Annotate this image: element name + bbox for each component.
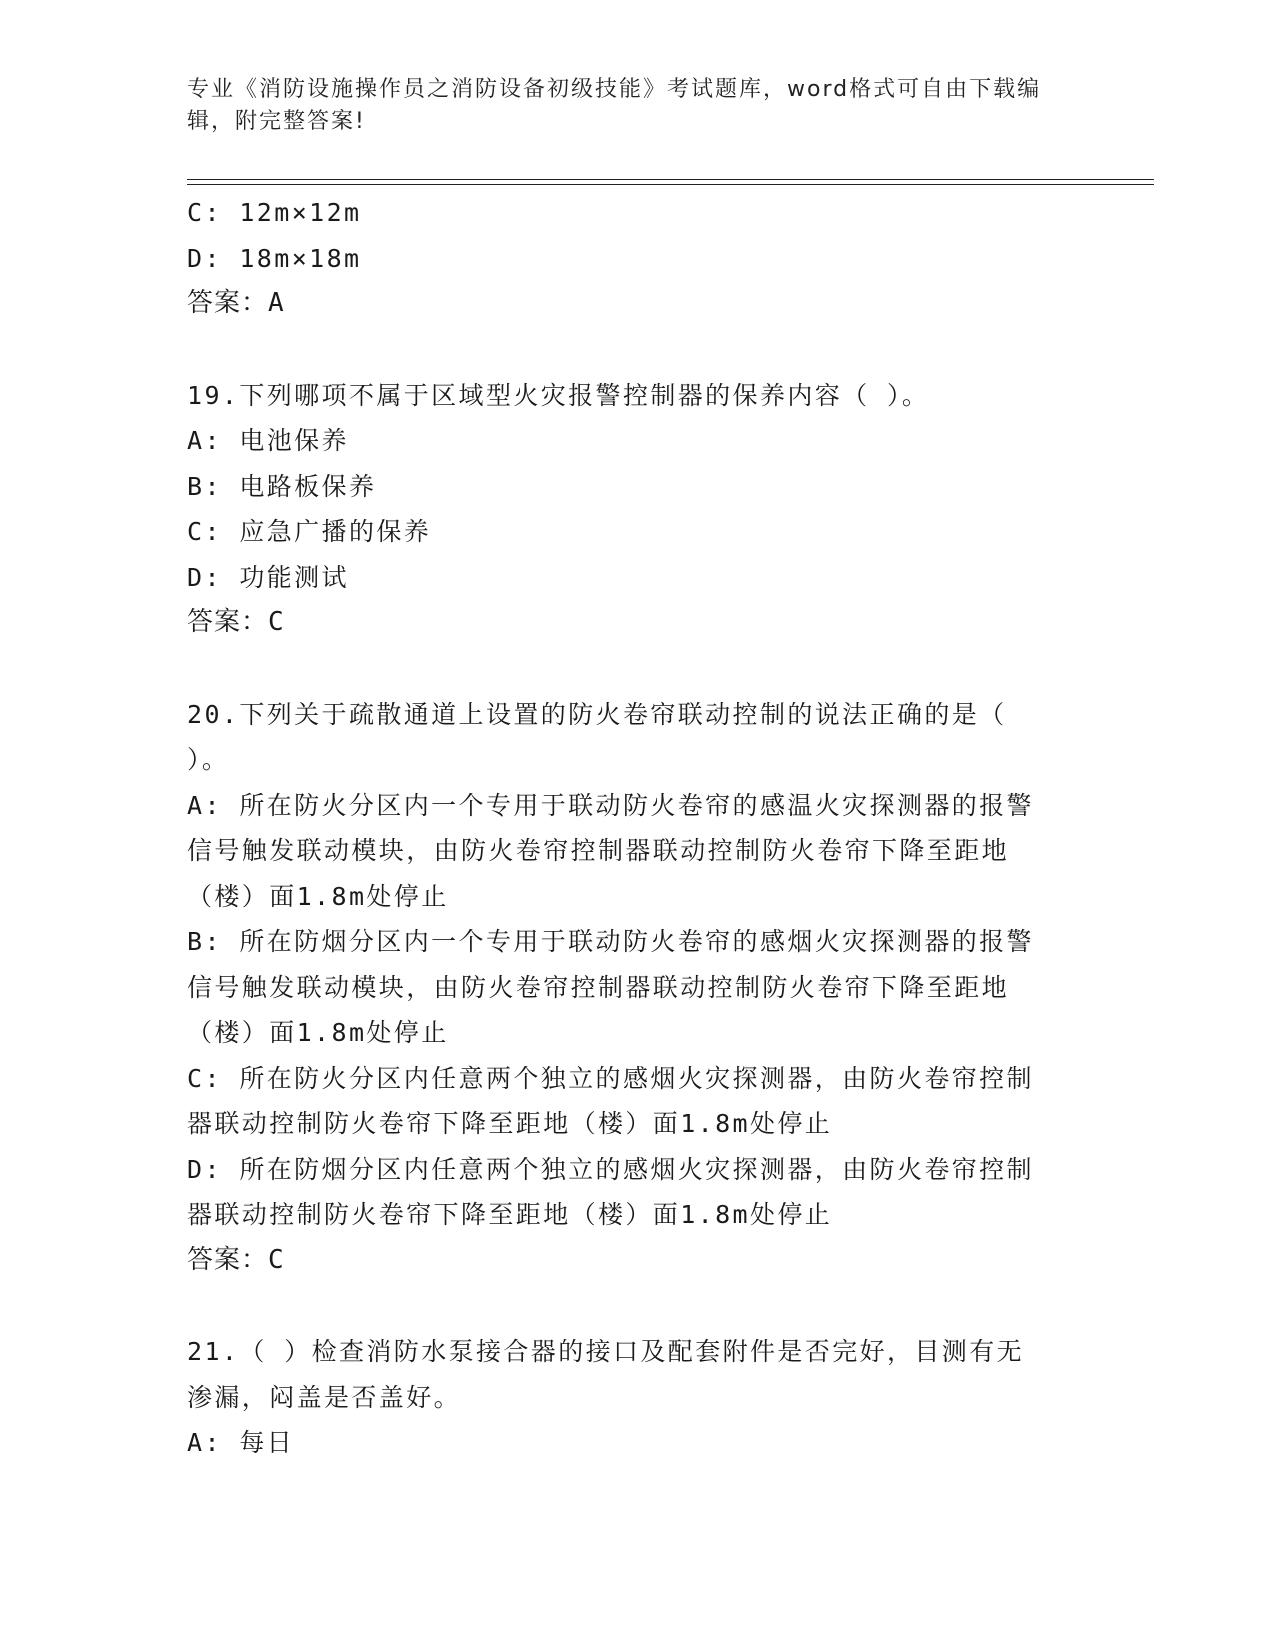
document-header bbox=[187, 74, 1077, 138]
option-a: A: 电池保养 bbox=[187, 426, 349, 455]
option-a: A: 每日 bbox=[187, 1428, 295, 1457]
answer-label: 答案： bbox=[187, 607, 269, 637]
option-a-line-1: A: 所在防火分区内一个专用于联动防火卷帘的感温火灾探测器的报警 bbox=[187, 790, 1034, 820]
answer-value: C bbox=[268, 607, 285, 637]
option-d: D: 18m×18m bbox=[187, 243, 362, 273]
question-stem-line-1: 20.下列关于疏散通道上设置的防火卷帘联动控制的说法正确的是（ bbox=[187, 699, 1007, 729]
question-stem-line-2: 渗漏，闷盖是否盖好。 bbox=[187, 1382, 462, 1412]
question-stem-line-2: ）。 bbox=[187, 745, 230, 774]
answer-value: C bbox=[268, 1244, 285, 1275]
question-19 bbox=[187, 373, 1087, 646]
answer-label: 答案： bbox=[187, 288, 269, 318]
answer-line bbox=[187, 1238, 1087, 1284]
option-c-line-2: 器联动控制防火卷帘下降至距地（楼）面1.8m处停止 bbox=[187, 1109, 833, 1138]
question-20 bbox=[187, 692, 1087, 1284]
option-a-line-2: 信号触发联动模块，由防火卷帘控制器联动控制防火卷帘下降至距地 bbox=[187, 836, 1010, 865]
answer-line bbox=[187, 281, 1087, 327]
option-c: C: 应急广播的保养 bbox=[187, 517, 432, 546]
option-b: B: 电路板保养 bbox=[187, 471, 377, 501]
option-b-line-2: 信号触发联动模块，由防火卷帘控制器联动控制防火卷帘下降至距地 bbox=[187, 972, 1010, 1002]
question-stem-line-1: 21.（ ）检查消防水泵接合器的接口及配套附件是否完好，目测有无 bbox=[187, 1337, 1025, 1366]
option-d-line-2: 器联动控制防火卷帘下降至距地（楼）面1.8m处停止 bbox=[187, 1200, 833, 1229]
option-b-line-1: B: 所在防烟分区内一个专用于联动防火卷帘的感烟火灾探测器的报警 bbox=[187, 927, 1034, 956]
header-divider-top bbox=[187, 179, 1154, 180]
header-line-1: 专业《消防设施操作员之消防设备初级技能》考试题库，word格式可自由下载编 bbox=[187, 77, 1042, 102]
document-body bbox=[187, 190, 1087, 1466]
answer-value: A bbox=[268, 288, 285, 318]
header-divider-bottom bbox=[187, 184, 1154, 185]
question-spacer bbox=[187, 1283, 1087, 1329]
answer-line bbox=[187, 600, 1087, 646]
option-b-line-3: （楼）面1.8m处停止 bbox=[187, 1018, 449, 1047]
answer-label: 答案： bbox=[187, 1244, 269, 1275]
option-c-line-1: C: 所在防火分区内任意两个独立的感烟火灾探测器，由防火卷帘控制 bbox=[187, 1063, 1034, 1093]
question-18-tail bbox=[187, 190, 1087, 327]
question-spacer bbox=[187, 646, 1087, 692]
option-d-line-1: D: 所在防烟分区内任意两个独立的感烟火灾探测器，由防火卷帘控制 bbox=[187, 1154, 1034, 1184]
question-21 bbox=[187, 1329, 1087, 1466]
option-c: C: 12m×12m bbox=[187, 198, 362, 227]
option-d: D: 功能测试 bbox=[187, 562, 349, 592]
option-a-line-3: （楼）面1.8m处停止 bbox=[187, 881, 449, 911]
question-stem: 19.下列哪项不属于区域型火灾报警控制器的保养内容（ ）。 bbox=[187, 380, 930, 410]
header-line-2: 辑，附完整答案! bbox=[187, 109, 366, 134]
question-spacer bbox=[187, 327, 1087, 373]
